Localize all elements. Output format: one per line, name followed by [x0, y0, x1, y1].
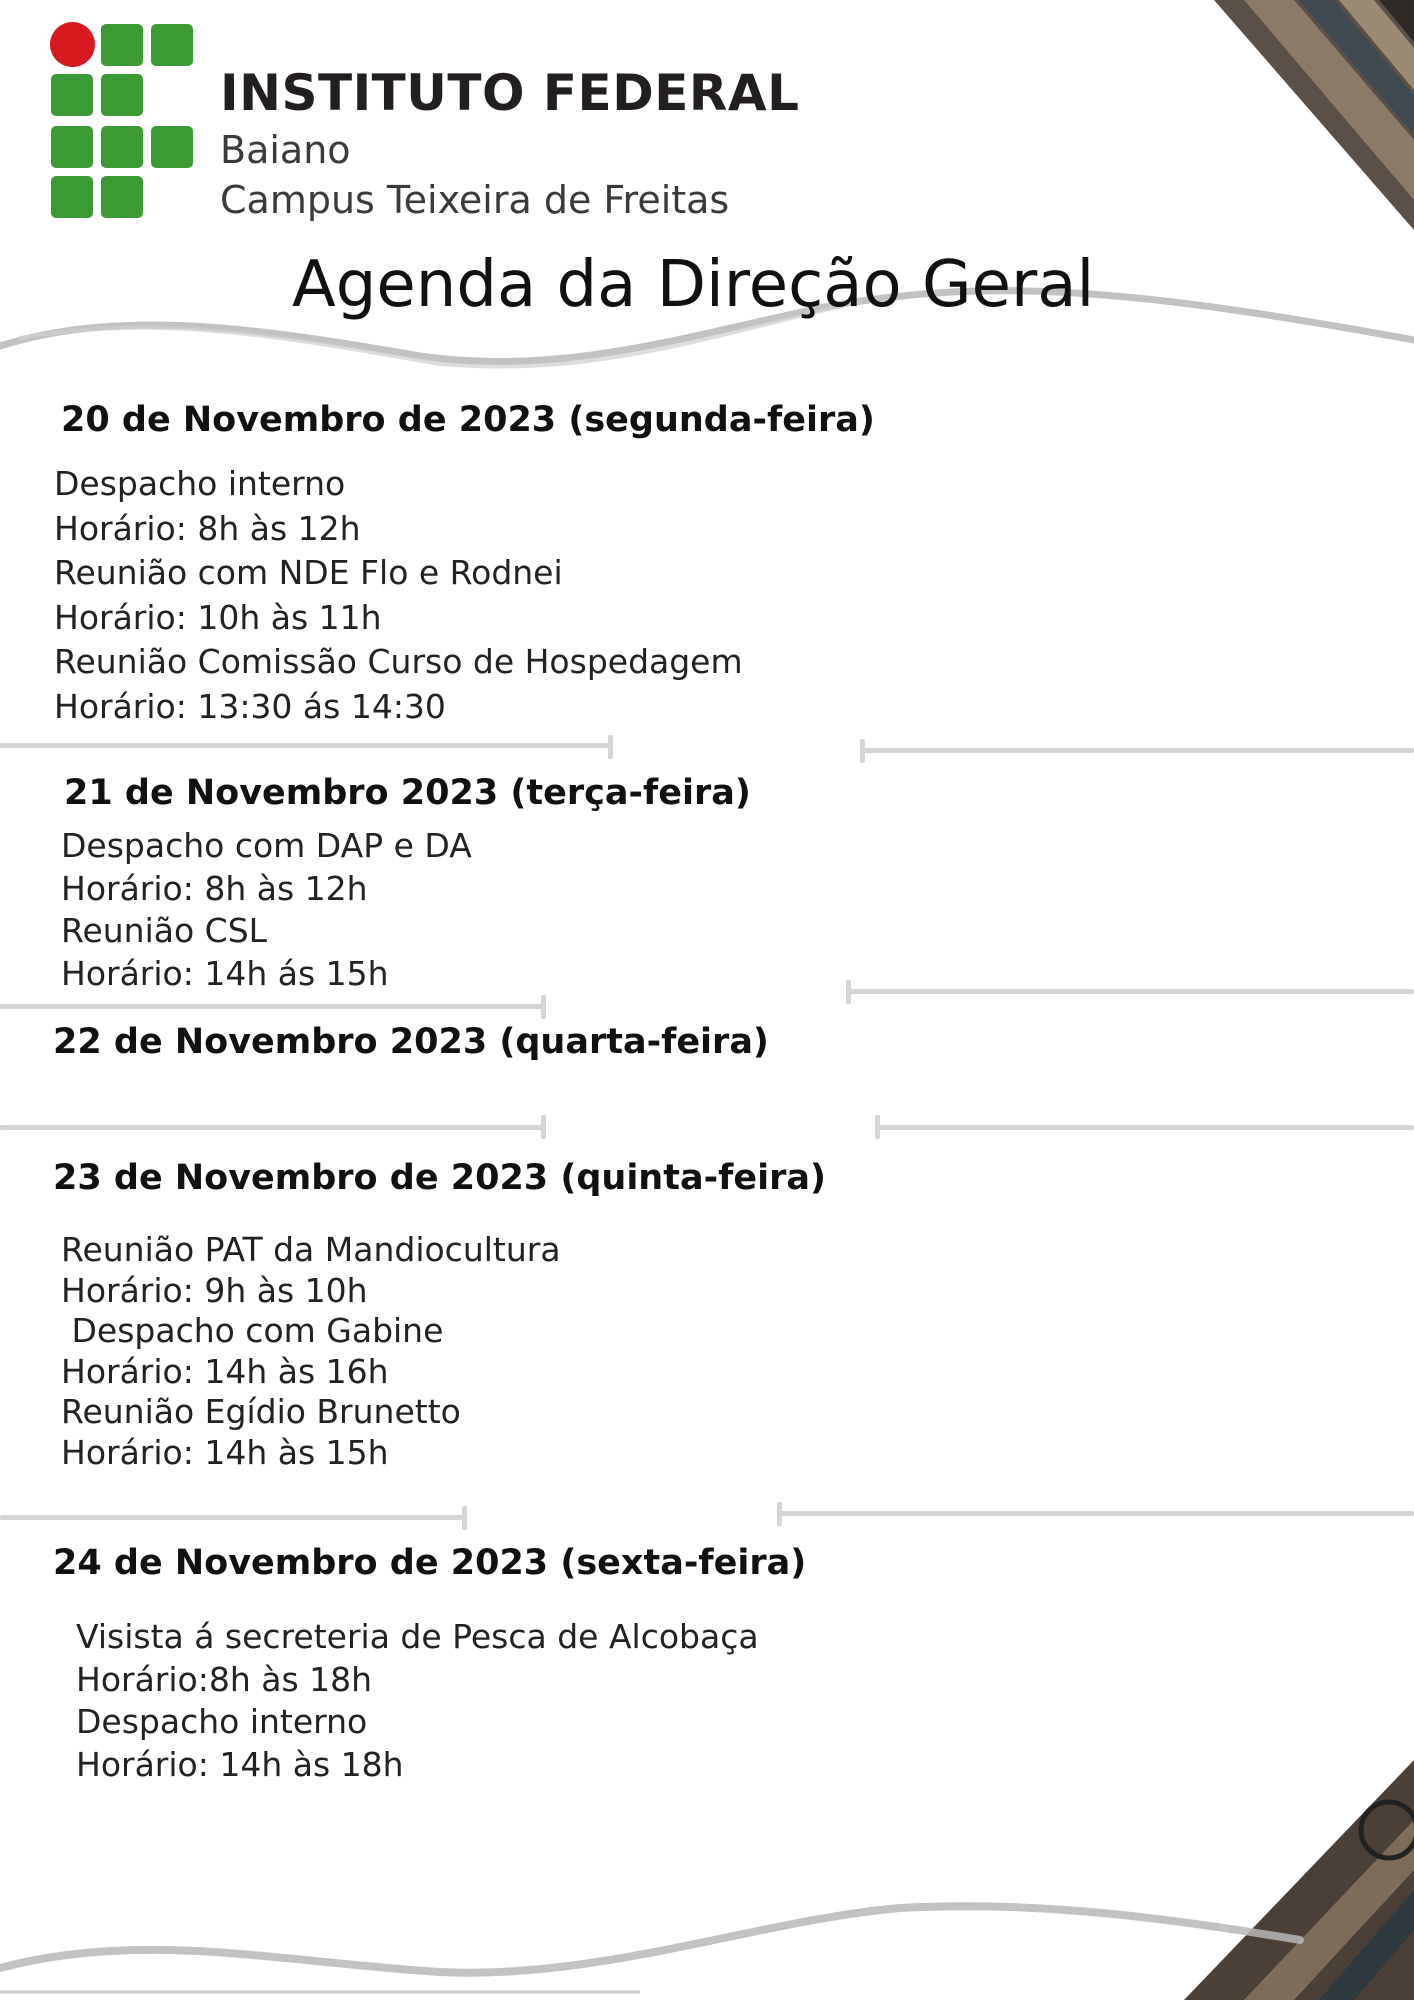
event-line: Despacho com DAP e DA	[61, 826, 472, 865]
event-list	[61, 825, 472, 995]
logo-square	[151, 24, 193, 66]
logo-square	[51, 74, 93, 116]
event-line: Reunião com NDE Flo e Rodnei	[54, 553, 563, 592]
campus-name: Campus Teixeira de Freitas	[220, 178, 730, 222]
event-line: Horário: 8h às 12h	[61, 868, 368, 908]
institution-subtitle: Baiano	[220, 128, 351, 172]
divider-cap	[541, 1115, 546, 1139]
event-line: Horário: 14h ás 15h	[61, 953, 389, 993]
divider-left	[0, 1125, 545, 1130]
event-line: Despacho interno	[76, 1702, 368, 1741]
logo-square	[51, 176, 93, 218]
event-line: Horário: 8h às 12h	[54, 508, 361, 548]
page-title: Agenda da Direção Geral	[292, 248, 1095, 322]
event-list	[76, 1616, 759, 1786]
divider-left	[0, 1004, 545, 1009]
day-heading: 24 de Novembro de 2023 (sexta-feira)	[53, 1543, 807, 1583]
divider-cap	[608, 735, 613, 759]
event-line: Despacho interno	[54, 464, 346, 503]
day-heading: 23 de Novembro de 2023 (quinta-feira)	[53, 1158, 826, 1198]
logo-square	[101, 126, 143, 168]
brush-stroke-footer	[0, 1880, 1414, 2000]
event-line: Reunião PAT da Mandiocultura	[61, 1230, 561, 1269]
logo-square	[51, 126, 93, 168]
day-heading: 22 de Novembro 2023 (quarta-feira)	[53, 1022, 769, 1062]
divider-right	[846, 989, 1414, 994]
event-line: Horário: 10h às 11h	[54, 597, 382, 637]
event-list	[54, 462, 743, 729]
event-line: Horário: 14h às 15h	[61, 1432, 389, 1472]
logo-red-dot	[50, 22, 95, 67]
divider-right	[860, 748, 1414, 753]
day-heading: 20 de Novembro de 2023 (segunda-feira)	[61, 400, 875, 440]
event-line: Horário: 9h às 10h	[61, 1270, 368, 1310]
event-line: Reunião Egídio Brunetto	[61, 1392, 461, 1431]
event-line: Reunião CSL	[61, 911, 268, 950]
divider-right	[777, 1511, 1414, 1516]
books-corner-top-right	[1174, 0, 1414, 230]
day-heading: 21 de Novembro 2023 (terça-feira)	[64, 773, 751, 813]
logo-square	[151, 126, 193, 168]
event-line: Despacho com Gabine	[61, 1311, 444, 1350]
event-line: Horário: 14h às 16h	[61, 1351, 389, 1391]
divider-left	[0, 743, 611, 748]
event-line: Horário: 13:30 ás 14:30	[54, 686, 446, 726]
event-line: Horário:8h às 18h	[76, 1659, 373, 1699]
divider-cap	[462, 1506, 467, 1530]
divider-right	[875, 1125, 1414, 1130]
event-line: Horário: 14h às 18h	[76, 1744, 404, 1784]
divider-cap	[541, 995, 546, 1019]
logo-square	[101, 74, 143, 116]
logo-square	[101, 24, 143, 66]
event-line: Reunião Comissão Curso de Hospedagem	[54, 642, 743, 681]
event-list	[61, 1230, 561, 1473]
divider-left	[0, 1515, 466, 1520]
logo-square	[101, 176, 143, 218]
institution-logo	[50, 22, 194, 218]
event-line: Visista á secreteria de Pesca de Alcobaça	[76, 1617, 759, 1656]
institution-name: INSTITUTO FEDERAL	[220, 64, 800, 122]
